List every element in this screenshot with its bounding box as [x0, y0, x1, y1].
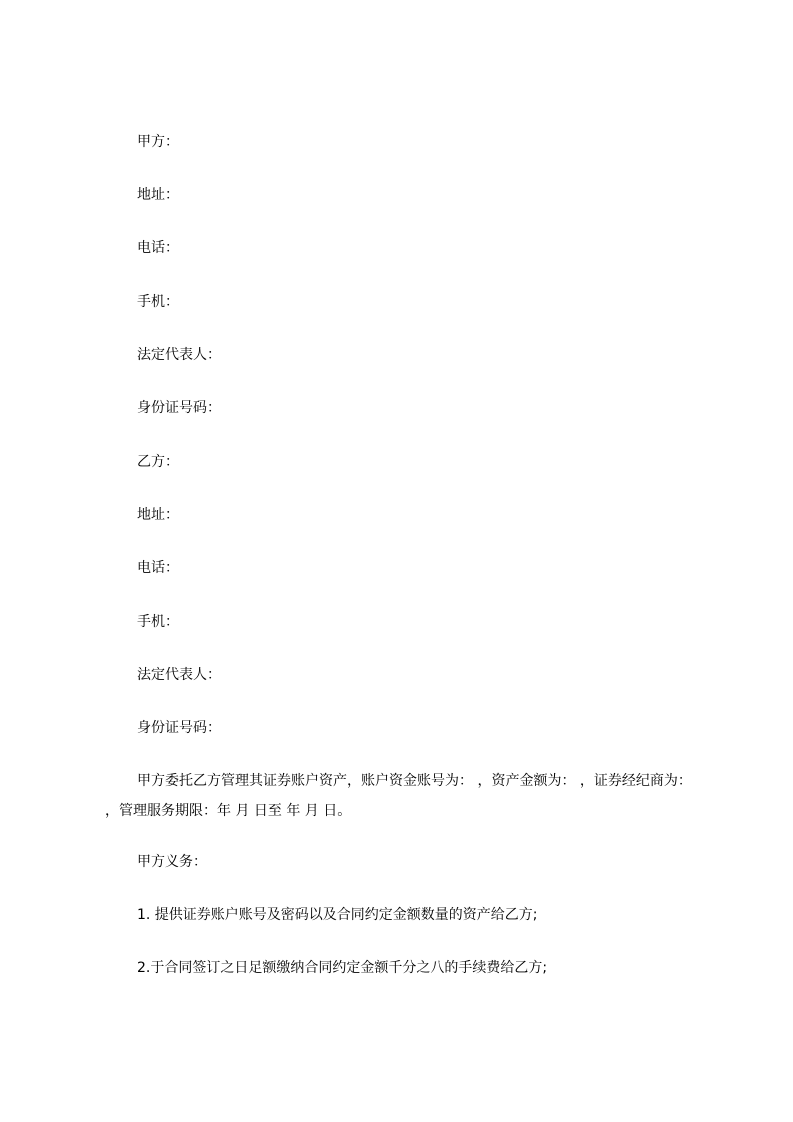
party-b-address: 地址：	[137, 507, 179, 523]
party-a-legal-rep: 法定代表人：	[137, 347, 221, 363]
obligation-item-1: 1. 提供证券账户账号及密码以及合同约定金额数量的资产给乙方;	[137, 907, 538, 923]
party-b-phone: 电话：	[137, 560, 179, 576]
agreement-paragraph: 甲方委托乙方管理其证券账户资产，账户资金账号为： ，资产金额为： ，证券经纪商为： ，管理服务期限：年 月 日至 年 月 日。	[105, 773, 692, 819]
party-a-address: 地址：	[137, 187, 179, 203]
party-a-id-number: 身份证号码：	[137, 400, 221, 416]
obligation-item-2: 2.于合同签订之日足额缴纳合同约定金额千分之八的手续费给乙方;	[137, 960, 548, 976]
party-b-id-number: 身份证号码：	[137, 720, 221, 736]
obligations-heading: 甲方义务：	[137, 854, 207, 870]
party-a-label: 甲方：	[137, 134, 179, 150]
party-b-mobile: 手机：	[137, 614, 179, 630]
party-a-mobile: 手机：	[137, 294, 179, 310]
party-a-phone: 电话：	[137, 240, 179, 256]
party-b-label: 乙方：	[137, 454, 179, 470]
party-b-legal-rep: 法定代表人：	[137, 667, 221, 683]
